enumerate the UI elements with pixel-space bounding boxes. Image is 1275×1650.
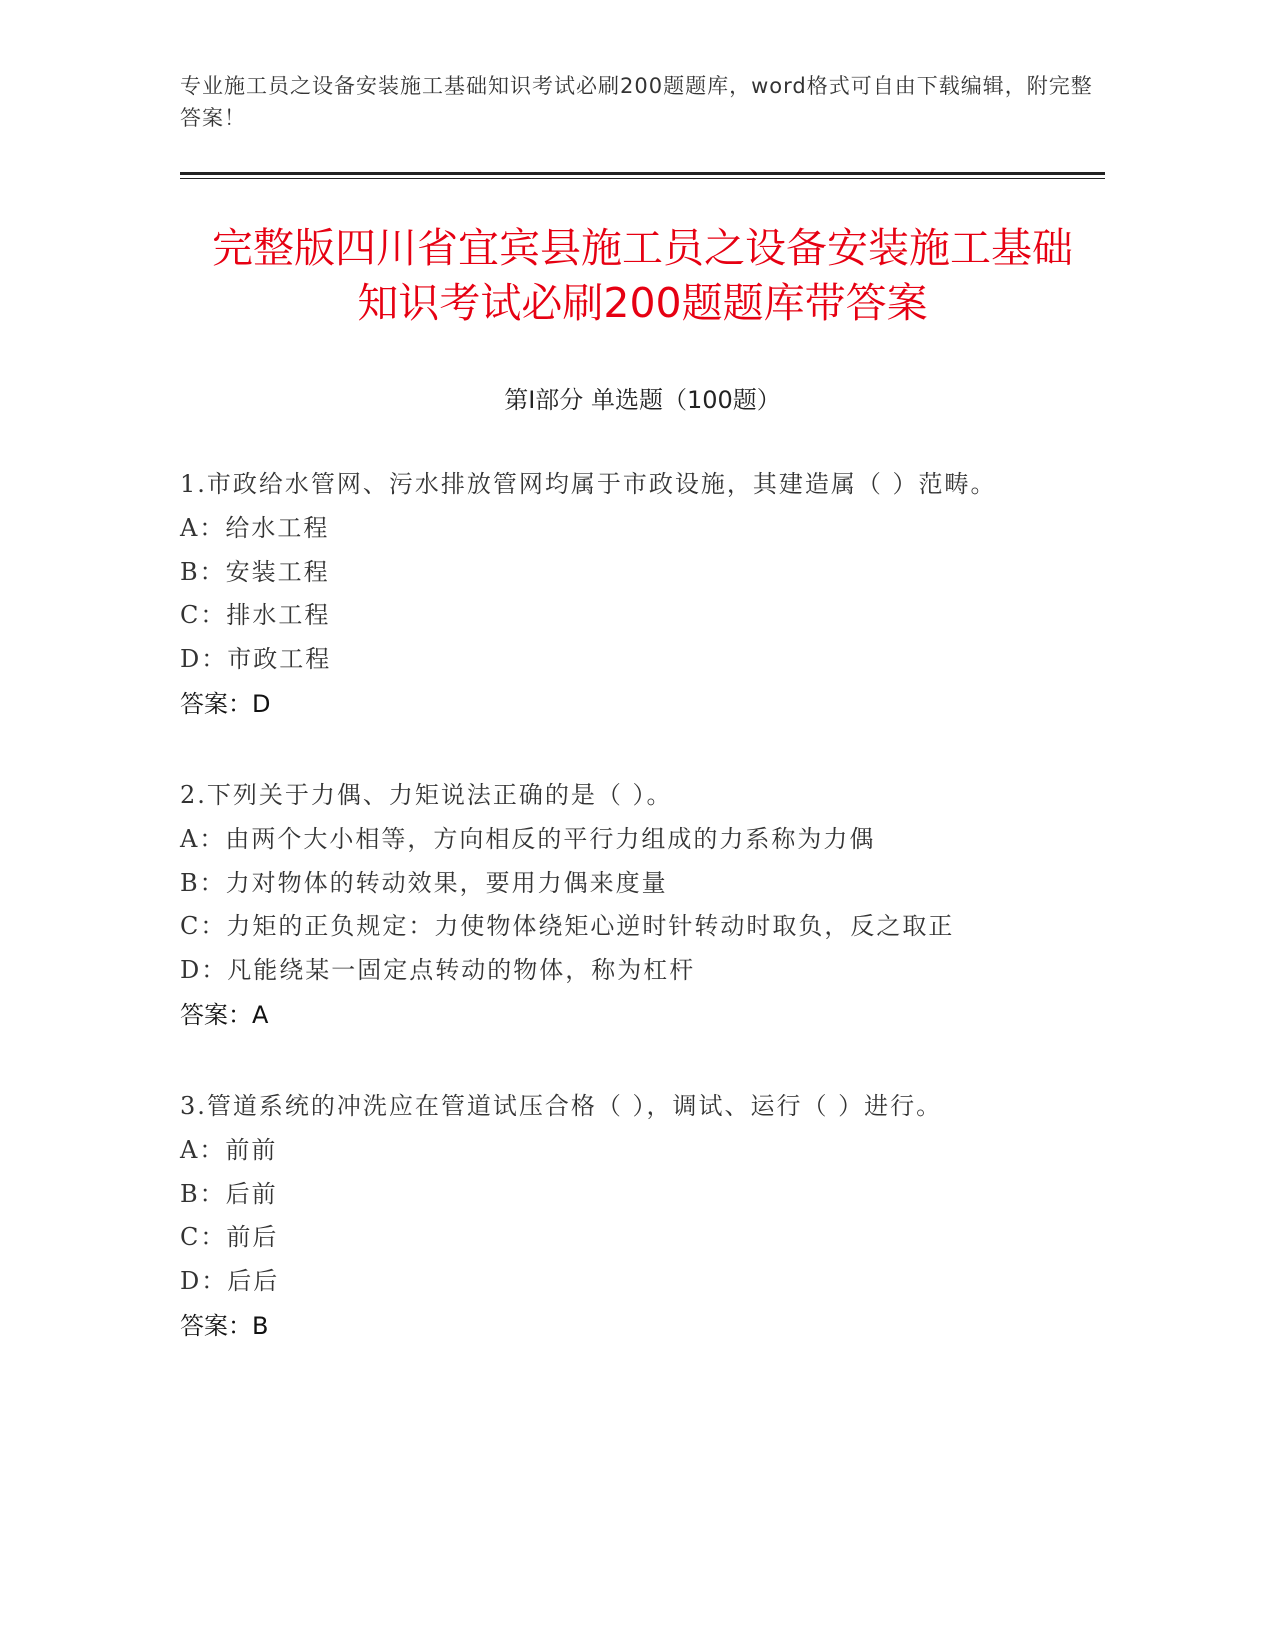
document-page [180,70,1105,1394]
question-list [180,461,1105,1349]
answer-line: 答案：A [180,1001,269,1029]
option-c: C：力矩的正负规定：力使物体绕矩心逆时针转动时取负，反之取正 [180,912,955,940]
answer-line: 答案：D [180,690,271,718]
question-1 [180,461,1105,727]
option-d: D：市政工程 [180,644,332,673]
answer-line: 答案：B [180,1312,269,1340]
option-b: B：后前 [180,1179,278,1208]
option-c: C：前后 [180,1223,279,1251]
question-stem: 1.市政给水管网、污水排放管网均属于市政设施，其建造属（ ）范畴。 [180,470,997,498]
option-b: B：力对物体的转动效果，要用力偶来度量 [180,868,668,897]
document-title: 完整版四川省宜宾县施工员之设备安装施工基础知识考试必刷200题题库带答案 [212,224,1073,327]
question-2 [180,772,1105,1038]
option-list [180,818,1105,992]
question-stem: 2.下列关于力偶、力矩说法正确的是（ ）。 [180,781,673,809]
section-title: 第I部分 单选题（100题） [504,386,781,414]
option-a: A：由两个大小相等，方向相反的平行力组成的力系称为力偶 [180,825,876,853]
option-a: A：前前 [180,1136,278,1164]
option-list [180,507,1105,681]
option-b: B：安装工程 [180,557,330,586]
question-stem: 3.管道系统的冲洗应在管道试压合格（ ），调试、运行（ ）进行。 [180,1092,943,1120]
header-note: 专业施工员之设备安装施工基础知识考试必刷200题题库，word格式可自由下载编辑，附完整答案！ [180,74,1093,130]
option-list [180,1129,1105,1303]
question-3 [180,1083,1105,1349]
option-a: A：给水工程 [180,514,330,542]
option-c: C：排水工程 [180,601,331,629]
option-d: D：凡能绕某一固定点转动的物体，称为杠杆 [180,955,696,984]
header-rule [180,172,1105,175]
header-rule-thin [180,178,1105,179]
option-d: D：后后 [180,1266,280,1295]
